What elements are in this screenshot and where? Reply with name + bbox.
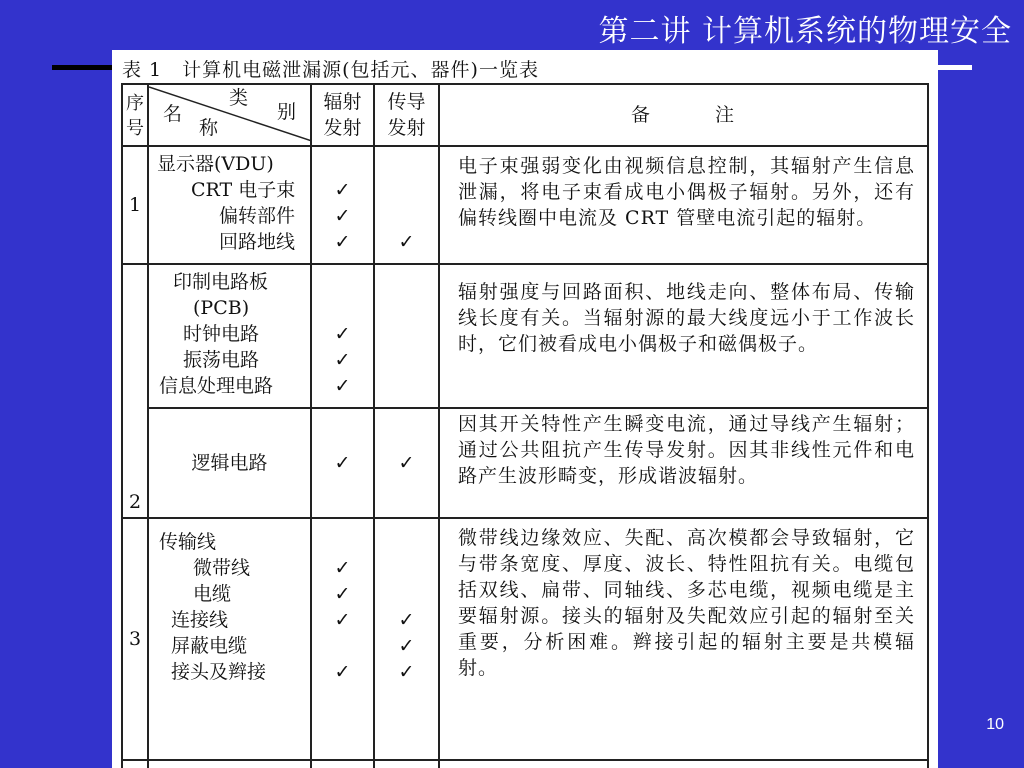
row-name: CRT 电子束 [191,179,296,201]
table-caption: 表 1 计算机电磁泄漏源(包括元、器件)一览表 [122,59,539,81]
row-name: 屏蔽电缆 [171,635,248,657]
row-note: 微带线边缘效应、失配、高次模都会导致辐射，它与带条宽度、厚度、波长、特性阻抗有关。电缆包括双线、扁带、同轴线、多芯电缆，视频电缆是主要辐射源。接头的辐射及失配效应引起的辐射至关重要，分析困难。辫接引起的辐射主要是共模辐射。 [439,518,928,760]
header-diag-right: 别 [277,101,297,123]
row-names [148,146,311,264]
leakage-sources-table [121,83,929,768]
header-seq-char-1: 序 [126,93,144,114]
header-note: 备 注 [439,84,928,146]
page-number: 10 [986,716,1004,733]
check-mark: ✓ [334,231,351,253]
check-mark [312,151,373,177]
header-conduct-line-2: 发射 [387,117,426,139]
header-diag-top: 类 [229,87,249,109]
check-mark: ✓ [334,609,351,631]
table-row [122,408,928,518]
check-mark: ✓ [334,661,351,683]
row-name: 逻辑电路 [191,452,268,474]
check-mark [375,555,438,581]
row-name: 电缆 [193,583,232,605]
table-row [122,146,928,264]
table-row [122,264,928,408]
header-seq [122,84,148,146]
row-seq: 3 [122,518,148,760]
row-note: 辐射强度与回路面积、地线走向、整体布局、传输线长度有关。当辐射源的最大线度远小于工作波长时，它们被看成电小偶极子和磁偶极子。 [439,264,928,408]
check-mark: ✓ [398,661,415,683]
row-name: 回路地线 [219,231,296,253]
check-mark: ✓ [398,452,415,474]
header-diag-bottom: 称 [199,117,219,139]
header-radiate-line-1: 辐射 [323,91,362,113]
row-seq: 2 [122,264,148,518]
row-conduct-checks [374,264,439,408]
row-seq: 1 [122,146,148,264]
row-conduct-checks [374,518,439,760]
row-radiate-checks [311,146,374,264]
check-mark: ✓ [334,375,351,397]
row-name: 连接线 [171,609,229,631]
check-mark [375,529,438,555]
header-diag-left: 名 [163,103,183,125]
row-note: 电子束强弱变化由视频信息控制，其辐射产生信息泄漏，将电子束看成电小偶极子辐射。另外，还有偏转线圈中电流及 CRT 管壁电流引起的辐射。 [439,146,928,264]
check-mark [375,203,438,229]
check-mark [375,151,438,177]
row-radiate-checks [311,264,374,408]
check-mark [312,269,373,295]
row-name: 传输线 [159,531,217,553]
row-note: 因其开关特性产生瞬变电流，通过导线产生辐射；通过公共阻抗产生传导发射。因其非线性元件和电路产生波形畸变，形成谐波辐射。 [439,408,928,518]
row-name: 振荡电路 [183,349,260,371]
row-radiate-checks [311,518,374,760]
scanned-table-page [112,50,938,768]
check-mark: ✓ [334,323,351,345]
row-name: (PCB) [193,297,250,319]
title-underline-right [938,65,972,70]
check-mark [312,295,373,321]
table-row [122,518,928,760]
check-mark: ✓ [334,583,351,605]
row-names [148,518,311,760]
row-name: 印制电路板 [173,271,269,293]
slide-title: 第二讲 计算机系统的物理安全 [598,14,1012,49]
check-mark: ✓ [398,635,415,657]
header-radiate [311,84,374,146]
check-mark: ✓ [398,231,415,253]
header-radiate-line-2: 发射 [323,117,362,139]
row-name: 微带线 [193,557,251,579]
check-mark: ✓ [334,205,351,227]
check-mark: ✓ [334,179,351,201]
row-name: 接头及辫接 [171,661,267,683]
row-radiate-checks [311,408,374,518]
header-conduct [374,84,439,146]
check-mark [375,177,438,203]
check-mark: ✓ [334,557,351,579]
row-name: 时钟电路 [183,323,260,345]
check-mark [312,529,373,555]
table-header-row [122,84,928,146]
header-seq-char-2: 号 [126,118,144,139]
check-mark: ✓ [334,349,351,371]
row-name: 偏转部件 [219,205,296,227]
row-conduct-checks [374,408,439,518]
check-mark [312,633,373,659]
title-underline-left [52,65,114,70]
row-names [148,264,311,408]
row-names [148,408,311,518]
header-diagonal-cell [148,84,311,146]
table-row-truncated [122,760,928,768]
check-mark [375,581,438,607]
row-name: 显示器(VDU) [157,153,274,175]
check-mark: ✓ [398,609,415,631]
row-conduct-checks [374,146,439,264]
header-conduct-line-1: 传导 [387,91,426,113]
row-name: 信息处理电路 [159,375,274,397]
check-mark: ✓ [334,452,351,474]
